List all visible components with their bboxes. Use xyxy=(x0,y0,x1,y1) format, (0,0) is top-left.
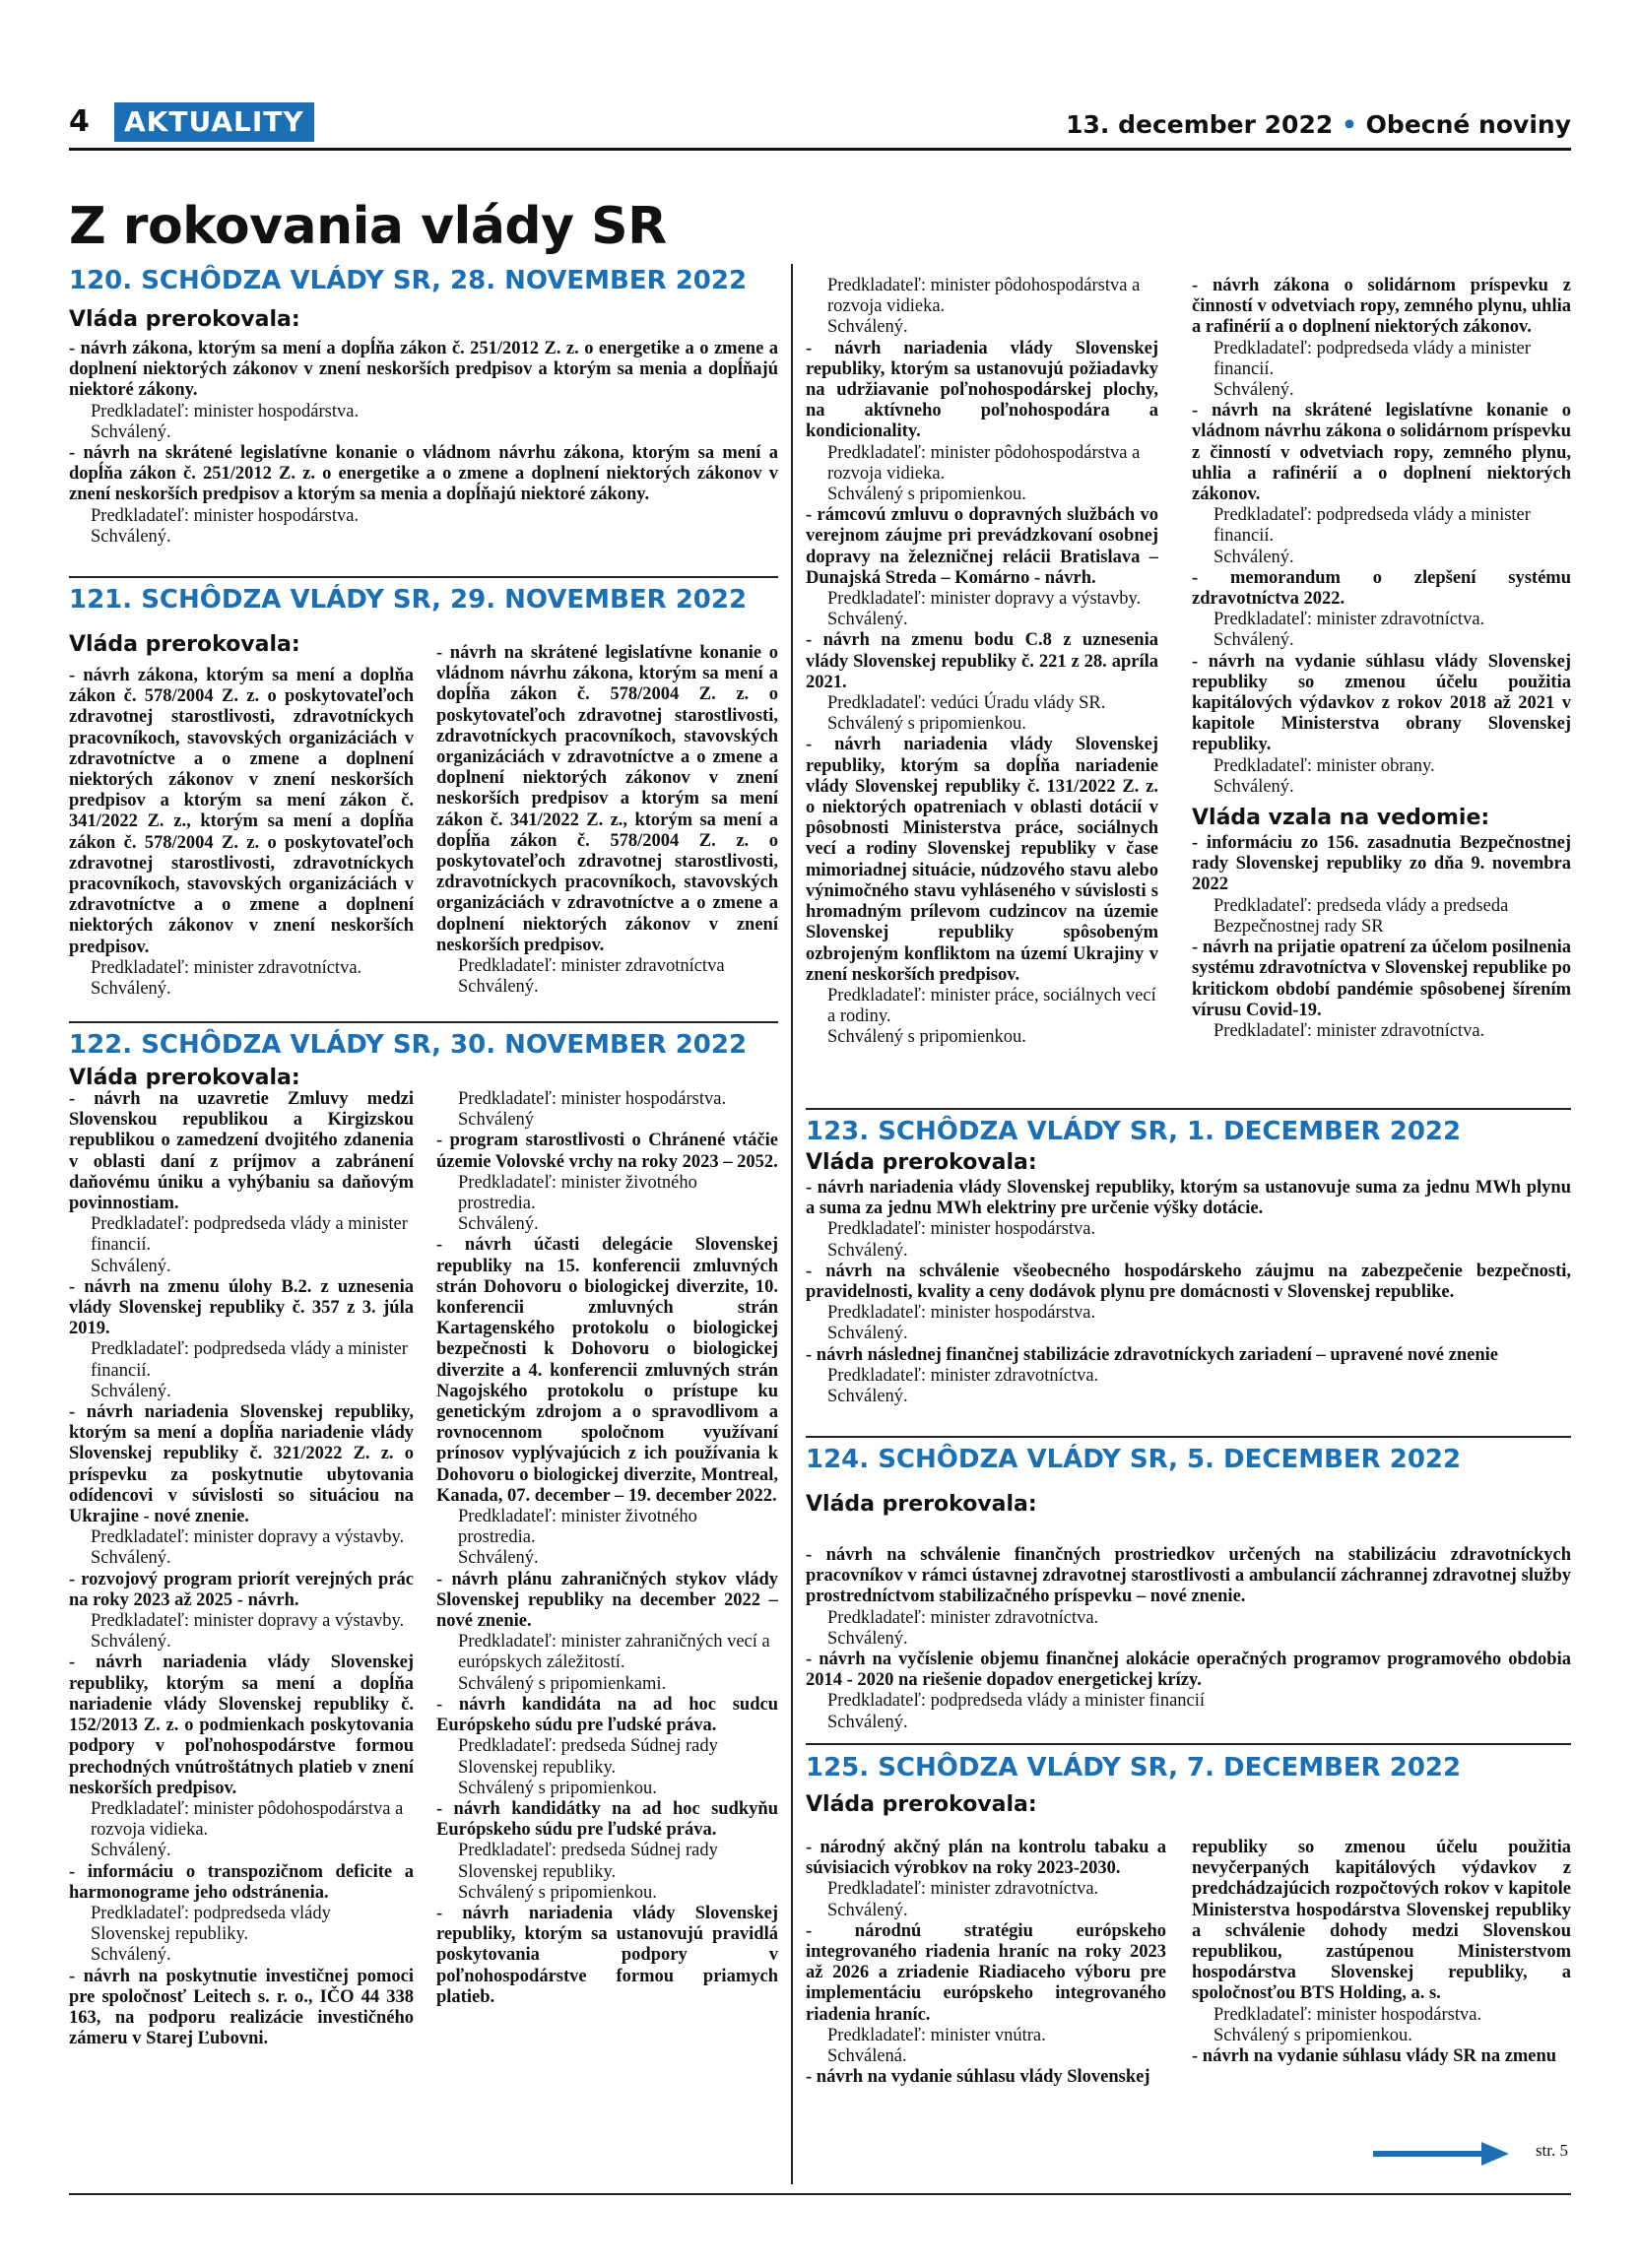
resolution: Schválený s pripomienkou. xyxy=(458,1778,657,1798)
submitter: Predkladateľ: minister zdravotníctva. xyxy=(1214,610,1485,630)
agenda-item: - návrh na vyčíslenie objemu finančnej alokácie operačných programov programového obdobia 2014 - 2020 na riešenie dopadov energetickej krízy. xyxy=(806,1650,1571,1691)
agenda-item: - návrh kandidátky na ad hoc sudkyňu Európskeho súdu pre ľudské práva. xyxy=(436,1798,778,1841)
resolution: Schválený s pripomienkou. xyxy=(827,485,1026,505)
section-divider xyxy=(69,1021,778,1023)
submitter: Predkladateľ: minister hospodárstva. xyxy=(827,1219,1096,1240)
meeting-subtitle: Vláda prerokovala: xyxy=(806,1150,1037,1175)
meeting-123 xyxy=(806,1115,1571,1430)
column-divider xyxy=(791,264,793,2184)
meeting-120 xyxy=(69,264,778,569)
page-number: 4 xyxy=(69,104,90,139)
agenda-item: - návrh na prijatie opatrení za účelom posilnenia systému zdravotníctva v Slovenskej republike po kritickom období pandémie spôsobenej šírením vírusu Covid-19. xyxy=(1192,938,1571,1020)
agenda-item: - národný akčný plán na kontrolu tabaku a súvisiacich výrobkov na roky 2023-2030. xyxy=(806,1838,1166,1879)
resolution: Schválený. xyxy=(91,1548,171,1569)
meeting-subtitle: Vláda prerokovala: xyxy=(69,307,300,332)
agenda-item: - návrh na schválenie všeobecného hospodárskeho záujmu na zabezpečenie bezpečnosti, pravidelnosti, kvality a ceny dodávok plynu pre domácnosti v Slovenskej republike. xyxy=(806,1261,1571,1303)
section-divider xyxy=(806,1436,1571,1438)
meeting-125-header xyxy=(806,1751,1571,1840)
agenda-item: - návrh zákona, ktorým sa mení a dopĺňa zákon č. 578/2004 Z. z. o poskytovateľoch zdravotnej starostlivosti, zdravotníckych pracovníkoch, stavovských organizáciách v zdravotníctve a o zmene a doplnení niektorých zákonov v znení neskorších predpisov a ktorým sa mení zákon č. 341/2022 Z. z., ktorým sa mení a dopĺňa zákon č. 578/2004 Z. z. o poskytovateľoch zdravotnej starostlivosti, zdravotníckych pracovníkoch, stavovských organizáciách v zdravotníctve a o zmene a doplnení niektorých zákonov v znení neskorších predpisov. xyxy=(69,666,414,957)
resolution: Schválený. xyxy=(91,421,171,442)
agenda-item: - návrh následnej finančnej stabilizácie zdravotníckych zariadení – upravené nové znenie xyxy=(806,1344,1498,1365)
submitter: Predkladateľ: minister zdravotníctva. xyxy=(91,957,362,978)
agenda-item: - rámcovú zmluvu o dopravných službách vo verejnom záujme pri prevádzkovaní osobnej dopravy na železničnej relácii Bratislava – Dunajská Streda – Komárno - návrh. xyxy=(806,505,1158,588)
meeting-121-col2 xyxy=(436,643,778,1020)
meeting-122-col4 xyxy=(1192,276,1571,1103)
agenda-item: - rozvojový program priorít verejných prác na roky 2023 až 2025 - návrh. xyxy=(69,1569,414,1610)
resolution: Schválený. xyxy=(827,1712,908,1732)
resolution: Schválená. xyxy=(827,2046,907,2067)
meeting-title: 120. SCHÔDZA VLÁDY SR, 28. NOVEMBER 2022 xyxy=(69,266,748,295)
agenda-item: - informáciu zo 156. zasadnutia Bezpečnostnej rady Slovenskej republiky zo dňa 9. novembra 2022 xyxy=(1192,833,1571,895)
footer-rule xyxy=(69,2193,1571,2195)
agenda-item: - návrh kandidáta na ad hoc sudcu Európskeho súdu pre ľudské práva. xyxy=(436,1694,778,1736)
agenda-item: - memorandum o zlepšení systému zdravotníctva 2022. xyxy=(1192,567,1571,610)
continued-on-page xyxy=(1371,2139,1568,2169)
submitter: Predkladateľ: minister hospodárstva. xyxy=(1214,2004,1482,2025)
submitter: Predkladateľ: vedúci Úradu vlády SR. xyxy=(827,693,1106,714)
submitter: Predkladateľ: minister zdravotníctva. xyxy=(1214,1020,1485,1041)
resolution: Schválený. xyxy=(1214,630,1294,651)
submitter: Predkladateľ: minister zdravotníctva. xyxy=(827,1607,1099,1628)
resolution: Schválený s pripomienkou. xyxy=(827,714,1026,735)
resolution: Schválený s pripomienkou. xyxy=(1214,2025,1412,2045)
agenda-item: - národnú stratégiu európskeho integrovaného riadenia hraníc na roky 2023 až 2026 a zriadenie Riadiaceho výboru pre implementáciu európskeho integrovaného riadenia hraníc. xyxy=(806,1920,1166,2025)
submitter: Predkladateľ: minister zdravotníctva xyxy=(458,956,725,977)
arrow-right-icon xyxy=(1371,2139,1511,2169)
agenda-item: - návrh na skrátené legislatívne konanie o vládnom návrhu zákona o solidárnom príspevku z činností v odvetviach ropy, zemného plynu, uhlia a rafinérií a o doplnení niektorých zákonov. xyxy=(1192,401,1571,505)
resolution: Schválený. xyxy=(827,1900,908,1920)
agenda-item: - návrh na vydanie súhlasu vlády Slovenskej republiky so zmenou účelu použitia kapitálových výdavkov z rokov 2018 až 2021 v kapitole Ministerstva obrany Slovenskej republiky. xyxy=(1192,651,1571,755)
agenda-item: - návrh nariadenia vlády Slovenskej republiky, ktorým sa ustanovujú pravidlá poskytovania podpory v poľnohospodárstve formou priamych platieb. xyxy=(436,1903,778,2007)
submitter: Predkladateľ: podpredseda vlády a minister financií. xyxy=(1214,505,1531,547)
submitter: Predkladateľ: minister obrany. xyxy=(1214,755,1435,776)
agenda-item: - návrh na zmenu úlohy B.2. z uznesenia vlády Slovenskej republiky č. 357 z 3. júla 2019. xyxy=(69,1276,414,1339)
submitter: Predkladateľ: minister pôdohospodárstva a rozvoja vidieka. xyxy=(827,276,1141,317)
section-divider xyxy=(806,1108,1571,1110)
meeting-125-col1 xyxy=(806,1838,1166,2184)
page-title: Z rokovania vlády SR xyxy=(69,197,667,256)
issue-date: 13. december 2022 xyxy=(1066,110,1334,139)
resolution: Schválený. xyxy=(91,1256,171,1276)
agenda-item: republiky so zmenou účelu použitia nevyčerpaných kapitálových výdavkov z predchádzajúcich rozpočtových rokov v kapitole Ministerstva hospodárstva Slovenskej republiky a schválenie dohody medzi Slovenskou republikou, zastúpenou Ministerstvom hospodárstva Slovenskej republiky, a spoločnosťou BTS Holding, a. s. xyxy=(1192,1838,1571,2004)
meeting-title: 122. SCHÔDZA VLÁDY SR, 30. NOVEMBER 2022 xyxy=(69,1030,748,1060)
resolution: Schválený. xyxy=(827,1628,908,1649)
submitter: Predkladateľ: minister zdravotníctva. xyxy=(827,1879,1099,1900)
resolution: Schválený. xyxy=(827,1240,908,1261)
resolution: Schválený. xyxy=(458,1548,539,1569)
meeting-title: 124. SCHÔDZA VLÁDY SR, 5. DECEMBER 2022 xyxy=(806,1445,1462,1474)
agenda-item: - návrh nariadenia vlády Slovenskej republiky, ktorým sa dopĺňa nariadenie vlády Slovenskej republiky č. 131/2022 Z. z. o niektorých opatreniach v oblasti dotácií v pôsobnosti Ministerstva práce, sociálnych vecí a rodiny Slovenskej republiky v čase mimoriadnej situácie, núdzového stavu alebo výnimočného stavu vyhláseného v súvislosti s hromadným prílevom cudzincov na územie Slovenskej republiky spôsobeným ozbrojeným konfliktom na území Ukrajiny v znení neskorších predpisov. xyxy=(806,735,1158,985)
submitter: Predkladateľ: podpredseda vlády Slovenskej republiky. xyxy=(91,1903,331,1945)
submitter: Predkladateľ: minister životného prostredia. xyxy=(458,1507,697,1548)
resolution: Schválený. xyxy=(91,1841,171,1861)
noted-subtitle: Vláda vzala na vedomie: xyxy=(1192,806,1490,831)
resolution: Schválený. xyxy=(91,1632,171,1652)
meeting-subtitle: Vláda prerokovala: xyxy=(69,1066,300,1090)
publication-name: Obecné noviny xyxy=(1365,110,1571,139)
resolution: Schválený. xyxy=(827,317,908,338)
agenda-item: - návrh nariadenia vlády Slovenskej republiky, ktorým sa ustanovujú požiadavky na udržiavanie poľnohospodárskej plochy, na aktívneho poľnohospodára a kondicionality. xyxy=(806,338,1158,442)
continued-page-label: str. 5 xyxy=(1535,2141,1568,2160)
resolution: Schválený. xyxy=(827,610,908,630)
issue-info xyxy=(1066,110,1571,139)
meeting-122-col1 xyxy=(69,1089,414,2184)
resolution: Schválený. xyxy=(91,1381,171,1401)
submitter: Predkladateľ: minister dopravy a výstavby. xyxy=(827,589,1142,610)
resolution: Schválený. xyxy=(827,1324,908,1344)
resolution: Schválený s pripomienkou. xyxy=(458,1882,657,1903)
meeting-122-col2 xyxy=(436,1089,778,2184)
meeting-title: 125. SCHÔDZA VLÁDY SR, 7. DECEMBER 2022 xyxy=(806,1753,1462,1782)
submitter: Predkladateľ: minister hospodárstva. xyxy=(458,1089,727,1109)
submitter: Predkladateľ: minister práce, sociálnych vecí a rodiny. xyxy=(827,985,1156,1027)
meeting-subtitle: Vláda prerokovala: xyxy=(806,1792,1037,1817)
separator-dot: • xyxy=(1341,110,1357,139)
agenda-item: - návrh na uzavretie Zmluvy medzi Slovenskou republikou a Kirgizskou republikou o zamedzení dvojitého zdanenia v oblasti daní z príjmov a zabránení daňovému úniku a vyhýbaniu sa daňovým povinnostiam. xyxy=(69,1089,414,1214)
submitter: Predkladateľ: minister dopravy a výstavby. xyxy=(91,1611,405,1632)
agenda-item: - návrh na poskytnutie investičnej pomoci pre spoločnosť Leitech s. r. o., IČO 44 338 163, na podporu realizácie investičného zámeru v Starej Ľubovni. xyxy=(69,1966,414,2049)
agenda-item: - návrh účasti delegácie Slovenskej republiky na 15. konferencii zmluvných strán Dohovoru o biologickej diverzite, 10. konferencii zmluvných strán Kartagenského protokolu o biologickej bezpečnosti k Dohovoru o biologickej diverzite a 4. konferencii zmluvných strán Nagojského protokolu o prístupe ku genetickým zdrojom a o spravodlivom a rovnocennom spoločnom využívaní prínosov vyplývajúcich z ich používania k Dohovoru o biologickej diverzite, Montreal, Kanada, 07. december – 19. december 2022. xyxy=(436,1235,778,1506)
agenda-item: - návrh zákona, ktorým sa mení a dopĺňa zákon č. 251/2012 Z. z. o energetike a o zmene a doplnení niektorých zákonov v znení neskorších predpisov a ktorým sa menia a dopĺňajú niektoré zákony. xyxy=(69,339,778,401)
meeting-122-col3 xyxy=(806,276,1158,1103)
submitter: Predkladateľ: predseda Súdnej rady Slovenskej republiky. xyxy=(458,1841,718,1882)
resolution: Schválený. xyxy=(827,1387,908,1407)
submitter: Predkladateľ: podpredseda vlády a minister financií. xyxy=(1214,338,1531,379)
section-label: AKTUALITY xyxy=(114,102,314,142)
meeting-subtitle: Vláda prerokovala: xyxy=(806,1492,1037,1517)
submitter: Predkladateľ: minister hospodárstva. xyxy=(91,401,360,421)
submitter: Predkladateľ: predseda Súdnej rady Slovenskej republiky. xyxy=(458,1736,718,1778)
resolution: Schválený. xyxy=(91,1945,171,1966)
meeting-121-col1 xyxy=(69,666,414,1020)
agenda-item: - návrh na schválenie finančných prostriedkov určených na stabilizáciu zdravotníckych pracovníkov v rámci ústavnej zdravotnej starostlivosti a ambulancií záchrannej zdravotnej služby prostredníctvom stabilizačného príspevku – nové znenie. xyxy=(806,1545,1571,1607)
resolution: Schválený xyxy=(458,1110,535,1131)
meeting-title: 121. SCHÔDZA VLÁDY SR, 29. NOVEMBER 2022 xyxy=(69,585,748,615)
agenda-item: - návrh nariadenia Slovenskej republiky, ktorým sa mení a dopĺňa nariadenie vlády Slovenskej republiky č. 321/2022 Z. z. o príspevku za poskytnutie ubytovania odídencovi v súvislosti so situáciou na Ukrajine - nové znenie. xyxy=(69,1402,414,1527)
meeting-title: 123. SCHÔDZA VLÁDY SR, 1. DECEMBER 2022 xyxy=(806,1117,1462,1146)
submitter: Predkladateľ: podpredseda vlády a minister financií. xyxy=(91,1214,408,1256)
agenda-item: - informáciu o transpozičnom deficite a harmonograme jeho odstránenia. xyxy=(69,1861,414,1903)
agenda-item: - návrh na vydanie súhlasu vlády Slovenskej xyxy=(806,2067,1150,2088)
submitter: Predkladateľ: minister vnútra. xyxy=(827,2025,1046,2045)
resolution: Schválený. xyxy=(1214,776,1294,797)
agenda-item: - návrh na skrátené legislatívne konanie o vládnom návrhu zákona, ktorým sa mení a dopĺňa zákon č. 251/2012 Z. z. o energetike a o zmene a doplnení niektorých zákonov v znení neskorších predpisov a ktorým sa menia a dopĺňajú niektoré zákony. xyxy=(69,443,778,505)
agenda-item: - návrh nariadenia vlády Slovenskej republiky, ktorým sa mení a dopĺňa nariadenie vlády Slovenskej republiky č. 152/2013 Z. z. o podmienkach poskytovania podpory v poľnohospodárstve formou prechodných vnútroštátnych platieb v znení neskorších predpisov. xyxy=(69,1652,414,1798)
resolution: Schválený. xyxy=(458,1214,539,1235)
submitter: Predkladateľ: minister hospodárstva. xyxy=(827,1303,1096,1324)
agenda-item: - návrh na skrátené legislatívne konanie o vládnom návrhu zákona, ktorým sa mení a dopĺňa zákon č. 578/2004 Z. z. o poskytovateľoch zdravotnej starostlivosti, zdravotníckych pracovníkoch, stavovských organizáciách v zdravotníctve a o zmene a doplnení niektorých zákonov v znení neskorších predpisov a ktorým sa mení zákon č. 341/2022 Z. z., ktorým sa mení a dopĺňa zákon č. 578/2004 Z. z. o poskytovateľoch zdravotnej starostlivosti, zdravotníckych pracovníkoch, stavovských organizáciách v zdravotníctve a o zmene a doplnení niektorých zákonov v znení neskorších predpisov. xyxy=(436,643,778,955)
resolution: Schválený. xyxy=(1214,380,1294,401)
agenda-item: - návrh na zmenu bodu C.8 z uznesenia vlády Slovenskej republiky č. 221 z 28. apríla 2021. xyxy=(806,630,1158,692)
resolution: Schválený. xyxy=(91,526,171,547)
section-divider xyxy=(69,576,778,578)
agenda-item: - návrh zákona o solidárnom príspevku z činností v odvetviach ropy, zemného plynu, uhlia a rafinérií a o doplnení niektorých zákonov. xyxy=(1192,276,1571,338)
resolution: Schválený. xyxy=(91,979,171,1000)
submitter: Predkladateľ: predseda vlády a predseda Bezpečnostnej rady SR xyxy=(1214,895,1509,937)
submitter: Predkladateľ: minister hospodárstva. xyxy=(91,505,360,526)
agenda-item: - návrh nariadenia vlády Slovenskej republiky, ktorým sa ustanovuje suma za jednu MWh plynu a suma za jednu MWh elektriny pre určenie výšky dotácie. xyxy=(806,1178,1571,1219)
resolution: Schválený s pripomienkami. xyxy=(458,1673,667,1694)
submitter: Predkladateľ: minister pôdohospodárstva a rozvoja vidieka. xyxy=(91,1798,404,1841)
submitter: Predkladateľ: minister pôdohospodárstva a rozvoja vidieka. xyxy=(827,442,1141,484)
submitter: Predkladateľ: podpredseda vlády a minister financií xyxy=(827,1691,1206,1712)
meeting-124 xyxy=(806,1443,1571,1738)
resolution: Schválený. xyxy=(458,977,539,998)
resolution: Schválený. xyxy=(1214,547,1294,567)
agenda-item: - návrh na vydanie súhlasu vlády SR na zmenu xyxy=(1192,2046,1557,2067)
agenda-item: - program starostlivosti o Chránené vtáčie územie Volovské vrchy na roky 2023 – 2052. xyxy=(436,1131,778,1172)
submitter: Predkladateľ: minister zahraničných vecí a európskych záležitostí. xyxy=(458,1632,770,1673)
submitter: Predkladateľ: podpredseda vlády a minister financií. xyxy=(91,1339,408,1381)
submitter: Predkladateľ: minister dopravy a výstavby. xyxy=(91,1527,405,1548)
meeting-125-col2 xyxy=(1192,1838,1571,2133)
submitter: Predkladateľ: minister životného prostredia. xyxy=(458,1172,697,1214)
meeting-subtitle: Vláda prerokovala: xyxy=(69,632,300,657)
resolution: Schválený s pripomienkou. xyxy=(827,1027,1026,1048)
section-divider xyxy=(806,1743,1571,1745)
page-header xyxy=(69,102,1571,146)
header-rule xyxy=(69,148,1571,151)
agenda-item: - návrh plánu zahraničných stykov vlády Slovenskej republiky na december 2022 – nové znenie. xyxy=(436,1569,778,1632)
submitter: Predkladateľ: minister zdravotníctva. xyxy=(827,1365,1099,1386)
